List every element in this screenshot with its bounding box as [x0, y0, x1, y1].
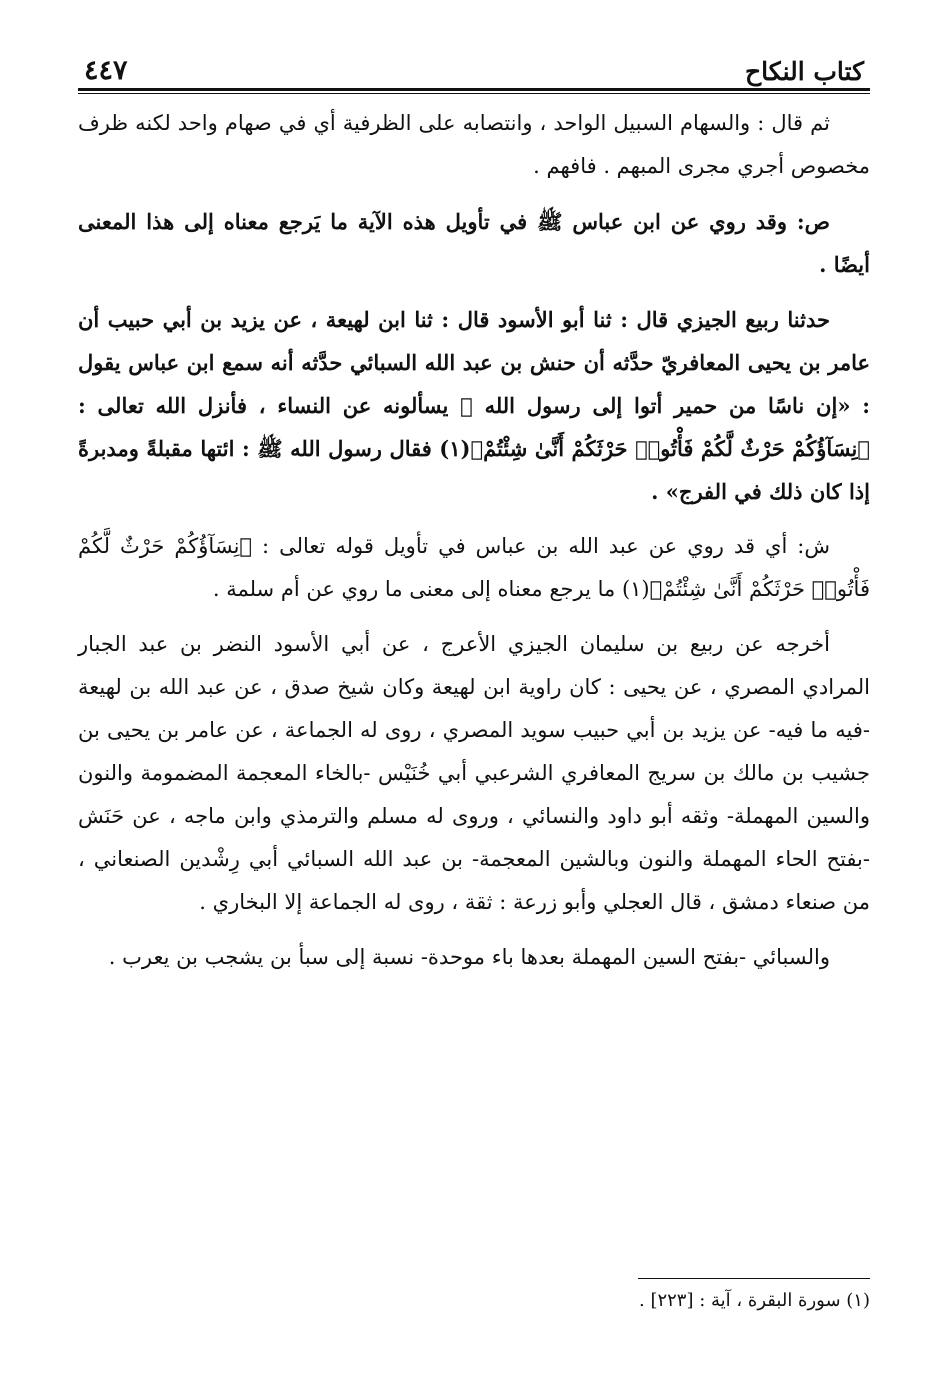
paragraph-hadith-chain: حدثنا ربيع الجيزي قال : ثنا أبو الأسود قال : ثنا ابن لهيعة ، عن يزيد بن أبي حبيب أن عامر بن يحيى المعافريّ حدَّثه أن حنش بن عبد الله السبائي حدَّثه أنه سمع ابن عباس يقول : «إن ناسًا من حمير أتوا إلى رسول الله ﷺ يسألونه عن النساء ، فأنزل الله تعالى : ﴿نِسَآؤُكُمْ حَرْثٌ لَّكُمْ فَأْتُوا۟ حَرْثَكُمْ أَنَّىٰ شِئْتُمْ﴾(١) فقال رسول الله ﷺ : ائتها مقبلةً ومدبرةً إذا كان ذلك في الفرج» .: [78, 307, 870, 504]
header-rule-thin: [78, 93, 870, 94]
footnote: (١) سورة البقرة ، آية : [٢٢٣] .: [639, 1290, 870, 1311]
book-page: [78, 40, 870, 1311]
header-rule-thick: [78, 88, 870, 91]
paragraph-nisba-note: والسبائي -بفتح السين المهملة بعدها باء موحدة- نسبة إلى سبأ بن يشجب بن يعرب .: [108, 945, 830, 969]
footnote-divider: [638, 1278, 870, 1279]
paragraph-commentary-intro: ثم قال : والسهام السبيل الواحد ، وانتصابه على الظرفية أي في صهام واحد لكنه ظرف مخصوص أجري مجرى المبهم . فافهم .: [78, 111, 870, 178]
page-body: [78, 102, 870, 979]
paragraph-text-sad: ص: وقد روي عن ابن عباس ﷺ في تأويل هذه الآية ما يَرجع معناه إلى هذا المعنى أيضًا .: [78, 209, 870, 277]
paragraph-sharh: ش: أي قد روي عن عبد الله بن عباس في تأويل قوله تعالى : ﴿نِسَآؤُكُمْ حَرْثٌ لَّكُمْ فَأْتُوا۟ حَرْثَكُمْ أَنَّىٰ شِئْتُمْ﴾(١) ما يرجع معناه إلى معنى ما روي عن أم سلمة .: [78, 534, 870, 601]
page-header: [78, 40, 870, 86]
page-number: ٤٤٧: [84, 55, 128, 86]
paragraph-takhrij: أخرجه عن ربيع بن سليمان الجيزي الأعرج ، عن أبي الأسود النضر بن عبد الجبار المرادي المصري ، عن يحيى : كان راوية ابن لهيعة وكان شيخ صدق ، عن عبد الله بن لهيعة -فيه ما فيه- عن يزيد بن أبي حبيب سويد المصري ، روى له الجماعة ، عن عامر بن يحيى بن جشيب بن مالك بن سريج المعافري الشرعبي أبي خُنَيْس -بالخاء المعجمة المضمومة والنون والسين المهملة- وثقه أبو داود والنسائي ، وروى له مسلم والترمذي وابن ماجه ، عن حَنَش -بفتح الحاء المهملة والنون وبالشين المعجمة- بن عبد الله السبائي أبي رِشْدين الصنعاني ، من صنعاء دمشق ، قال العجلي وأبو زرعة : ثقة ، روى له الجماعة إلا البخاري .: [78, 632, 870, 914]
book-title: كتاب النكاح: [745, 57, 864, 86]
